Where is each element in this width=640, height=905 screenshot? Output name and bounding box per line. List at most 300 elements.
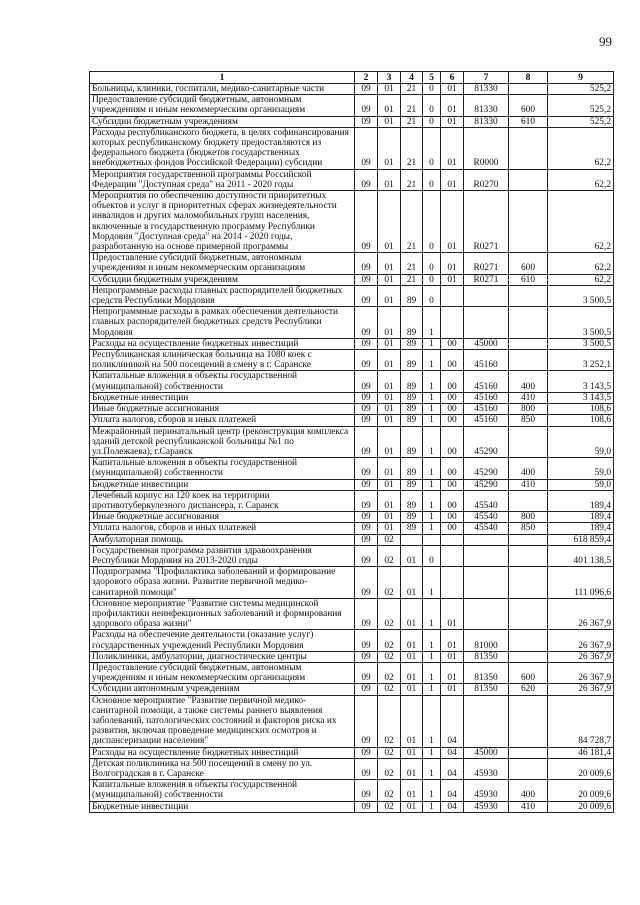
table-row: [90, 567, 614, 599]
table-row: [90, 392, 614, 403]
row-code-direction: 45930: [464, 801, 509, 812]
row-code-program: 01: [401, 684, 423, 695]
row-name: Предоставление субсидий бюджетным, автономным учреждениям и иным некоммерческим организациям: [90, 253, 355, 274]
row-amount: 20 009,6: [548, 801, 614, 812]
row-name: Бюджетные инвестиции: [90, 392, 355, 403]
row-code-activity: 01: [441, 274, 464, 285]
row-amount: 62,2: [548, 191, 614, 253]
row-code-ministry: 09: [355, 534, 378, 545]
table-row: [90, 307, 614, 339]
row-code-program: 89: [401, 523, 423, 534]
row-code-subprogram: 1: [423, 415, 441, 426]
row-amount: 26 367,9: [548, 684, 614, 695]
row-code-expense-type: 600: [509, 95, 548, 116]
row-code-subprogram: 1: [423, 758, 441, 779]
row-code-activity: 01: [441, 662, 464, 683]
row-code-program: 21: [401, 84, 423, 95]
row-code-direction: R0271: [464, 191, 509, 253]
row-code-direction: 81330: [464, 84, 509, 95]
row-code-ministry: 09: [355, 567, 378, 599]
row-code-subprogram: 1: [423, 512, 441, 523]
row-code-expense-type: 600: [509, 662, 548, 683]
row-amount: 3 500,5: [548, 285, 614, 306]
row-code-activity: 00: [441, 523, 464, 534]
row-code-activity: 01: [441, 684, 464, 695]
row-code-direction: 45930: [464, 780, 509, 801]
row-code-program: 89: [401, 338, 423, 349]
row-code-program: 01: [401, 567, 423, 599]
row-code-subprogram: 1: [423, 350, 441, 371]
table-row: [90, 426, 614, 458]
row-code-program: 89: [401, 490, 423, 511]
row-code-section: 02: [378, 662, 401, 683]
row-code-expense-type: 800: [509, 404, 548, 415]
budget-table: [89, 71, 614, 813]
row-code-subprogram: 0: [423, 274, 441, 285]
row-code-direction: [464, 534, 509, 545]
row-code-subprogram: 0: [423, 116, 441, 127]
row-code-activity: 04: [441, 780, 464, 801]
table-row: [90, 350, 614, 371]
row-code-ministry: 09: [355, 780, 378, 801]
row-code-activity: 01: [441, 127, 464, 169]
row-code-ministry: 09: [355, 371, 378, 392]
row-amount: 111 096,6: [548, 567, 614, 599]
row-amount: 62,2: [548, 169, 614, 190]
row-code-subprogram: 1: [423, 490, 441, 511]
row-code-program: 21: [401, 116, 423, 127]
row-name: Основное мероприятие "Развитие первичной медико-санитарной помощи, а также системы раннего выявления заболеваний, патологических состояний и факторов риска их развития, включая проведение медицинских осмотров и диспансеризации населения": [90, 695, 355, 747]
row-code-expense-type: [509, 285, 548, 306]
row-amount: 401 138,5: [548, 545, 614, 566]
row-code-direction: 81330: [464, 116, 509, 127]
row-code-section: 02: [378, 651, 401, 662]
row-code-direction: 81000: [464, 630, 509, 651]
row-amount: 62,2: [548, 274, 614, 285]
row-code-program: 89: [401, 426, 423, 458]
row-code-program: 01: [401, 801, 423, 812]
row-name: Мероприятия государственной программы Российской Федерации "Доступная среда" на 2011 - 2020 годы: [90, 169, 355, 190]
row-code-expense-type: 400: [509, 458, 548, 479]
row-code-subprogram: 1: [423, 780, 441, 801]
row-code-program: 89: [401, 350, 423, 371]
row-code-ministry: 09: [355, 598, 378, 630]
row-name: Основное мероприятие "Развитие системы медицинской профилактики неинфекционных заболеваний и формирования здорового образа жизни": [90, 598, 355, 630]
row-code-activity: 01: [441, 116, 464, 127]
table-row: [90, 338, 614, 349]
table-row: [90, 534, 614, 545]
row-code-activity: 01: [441, 630, 464, 651]
table-row: [90, 662, 614, 683]
row-name: Субсидии бюджетным учреждениям: [90, 116, 355, 127]
row-code-direction: 45160: [464, 415, 509, 426]
row-code-direction: 81330: [464, 95, 509, 116]
row-code-subprogram: 0: [423, 127, 441, 169]
row-code-program: 21: [401, 191, 423, 253]
row-code-section: 01: [378, 95, 401, 116]
row-name: Предоставление субсидий бюджетным, автономным учреждениям и иным некоммерческим организациям: [90, 662, 355, 683]
row-code-activity: [441, 534, 464, 545]
row-code-program: [401, 534, 423, 545]
row-code-ministry: 09: [355, 630, 378, 651]
table-row: [90, 371, 614, 392]
table-row: [90, 695, 614, 747]
row-code-program: 89: [401, 415, 423, 426]
row-code-ministry: 09: [355, 747, 378, 758]
row-code-ministry: 09: [355, 512, 378, 523]
row-amount: 3 252,1: [548, 350, 614, 371]
row-amount: 62,2: [548, 127, 614, 169]
row-code-direction: [464, 598, 509, 630]
row-code-section: 01: [378, 371, 401, 392]
row-amount: 189,4: [548, 512, 614, 523]
table-row: [90, 545, 614, 566]
row-name: Межрайонный перинатальный центр (реконструкция комплекса зданий детской республиканской больницы №1 по ул.Полежаева), г.Саранск: [90, 426, 355, 458]
row-code-expense-type: 850: [509, 415, 548, 426]
table-row: [90, 116, 614, 127]
row-amount: 189,4: [548, 523, 614, 534]
row-code-direction: 45290: [464, 426, 509, 458]
row-code-subprogram: 1: [423, 662, 441, 683]
row-code-expense-type: [509, 747, 548, 758]
row-name: Капитальные вложения в объекты государственной (муниципальной) собственности: [90, 371, 355, 392]
row-code-subprogram: 0: [423, 169, 441, 190]
row-code-expense-type: 410: [509, 801, 548, 812]
row-code-direction: R0270: [464, 169, 509, 190]
row-code-direction: 45540: [464, 490, 509, 511]
row-name: Лечебный корпус на 120 коек на территории противотуберкулезного диспансера, г. Саранск: [90, 490, 355, 511]
row-code-section: 02: [378, 567, 401, 599]
table-row: [90, 285, 614, 306]
row-code-subprogram: 1: [423, 479, 441, 490]
row-code-program: 21: [401, 95, 423, 116]
table-row: [90, 598, 614, 630]
row-amount: 84 728,7: [548, 695, 614, 747]
row-code-direction: 45000: [464, 747, 509, 758]
row-code-ministry: 09: [355, 274, 378, 285]
row-code-direction: [464, 695, 509, 747]
row-code-program: 01: [401, 758, 423, 779]
row-code-subprogram: 1: [423, 307, 441, 339]
row-code-expense-type: [509, 191, 548, 253]
row-code-program: 01: [401, 662, 423, 683]
page-number: 99: [599, 34, 612, 49]
row-code-program: 89: [401, 307, 423, 339]
row-amount: 3 500,5: [548, 338, 614, 349]
column-header: 6: [441, 72, 464, 84]
row-code-ministry: 09: [355, 350, 378, 371]
row-code-direction: 81350: [464, 651, 509, 662]
table-row: [90, 458, 614, 479]
row-code-section: 01: [378, 116, 401, 127]
row-amount: 26 367,9: [548, 651, 614, 662]
row-code-ministry: 09: [355, 758, 378, 779]
row-code-ministry: 09: [355, 523, 378, 534]
row-code-subprogram: 1: [423, 338, 441, 349]
row-code-direction: [464, 545, 509, 566]
row-code-ministry: 09: [355, 307, 378, 339]
row-code-expense-type: 410: [509, 392, 548, 403]
row-code-section: 01: [378, 191, 401, 253]
row-amount: 20 009,6: [548, 758, 614, 779]
row-code-subprogram: 1: [423, 458, 441, 479]
row-code-direction: 45540: [464, 523, 509, 534]
row-name: Республиканская клиническая больница на 1080 коек с поликлиникой на 500 посещений в смену в г. Саранске: [90, 350, 355, 371]
row-code-ministry: 09: [355, 662, 378, 683]
row-code-section: 01: [378, 127, 401, 169]
row-code-subprogram: 1: [423, 801, 441, 812]
row-code-program: 01: [401, 695, 423, 747]
row-code-activity: [441, 567, 464, 599]
row-name: Поликлиники, амбулатории, диагностические центры: [90, 651, 355, 662]
row-code-section: 01: [378, 458, 401, 479]
row-code-expense-type: 400: [509, 371, 548, 392]
row-amount: 59,0: [548, 426, 614, 458]
row-code-direction: 45290: [464, 479, 509, 490]
row-code-section: 02: [378, 695, 401, 747]
row-code-section: 01: [378, 490, 401, 511]
row-code-program: 89: [401, 285, 423, 306]
row-code-activity: 01: [441, 169, 464, 190]
row-code-direction: R0271: [464, 253, 509, 274]
row-code-subprogram: 1: [423, 630, 441, 651]
row-name: Амбулаторная помощь: [90, 534, 355, 545]
row-code-activity: 01: [441, 191, 464, 253]
row-code-program: 01: [401, 598, 423, 630]
table-row: [90, 512, 614, 523]
row-code-expense-type: 800: [509, 512, 548, 523]
row-code-section: 02: [378, 747, 401, 758]
column-header: 3: [378, 72, 401, 84]
row-name: Предоставление субсидий бюджетным, автономным учреждениям и иным некоммерческим организациям: [90, 95, 355, 116]
row-code-expense-type: [509, 695, 548, 747]
row-code-activity: [441, 307, 464, 339]
table-row: [90, 801, 614, 812]
row-code-expense-type: [509, 84, 548, 95]
table-row: [90, 490, 614, 511]
table-row: [90, 479, 614, 490]
row-code-ministry: 09: [355, 426, 378, 458]
row-code-expense-type: [509, 490, 548, 511]
row-code-section: 01: [378, 169, 401, 190]
row-code-subprogram: 0: [423, 545, 441, 566]
row-code-subprogram: 1: [423, 404, 441, 415]
table-row: [90, 274, 614, 285]
row-code-direction: 45160: [464, 404, 509, 415]
row-code-activity: 00: [441, 415, 464, 426]
row-name: Расходы на осуществление бюджетных инвестиций: [90, 338, 355, 349]
row-code-activity: 01: [441, 84, 464, 95]
row-code-program: 89: [401, 479, 423, 490]
row-name: Государственная программа развития здравоохранения Республики Мордовия на 2013-2020 годы: [90, 545, 355, 566]
table-row: [90, 169, 614, 190]
row-code-ministry: 09: [355, 95, 378, 116]
row-name: Капитальные вложения в объекты государственной (муниципальной) собственности: [90, 780, 355, 801]
row-code-activity: 00: [441, 371, 464, 392]
row-amount: 189,4: [548, 490, 614, 511]
row-code-direction: 45540: [464, 512, 509, 523]
row-amount: 20 009,6: [548, 780, 614, 801]
row-code-direction: 45000: [464, 338, 509, 349]
row-code-subprogram: 1: [423, 567, 441, 599]
row-code-subprogram: 1: [423, 598, 441, 630]
row-amount: 59,0: [548, 458, 614, 479]
row-code-expense-type: [509, 534, 548, 545]
row-amount: 62,2: [548, 253, 614, 274]
row-code-ministry: 09: [355, 801, 378, 812]
row-code-activity: 00: [441, 479, 464, 490]
row-code-subprogram: 1: [423, 426, 441, 458]
row-code-ministry: 09: [355, 695, 378, 747]
row-code-section: 02: [378, 801, 401, 812]
row-code-direction: R0271: [464, 274, 509, 285]
row-code-ministry: 09: [355, 415, 378, 426]
row-code-subprogram: 0: [423, 95, 441, 116]
row-code-ministry: 09: [355, 253, 378, 274]
column-header: 9: [548, 72, 614, 84]
row-amount: 3 143,5: [548, 371, 614, 392]
row-code-ministry: 09: [355, 479, 378, 490]
row-code-expense-type: [509, 307, 548, 339]
row-code-expense-type: [509, 127, 548, 169]
row-code-section: 01: [378, 479, 401, 490]
row-code-activity: 00: [441, 350, 464, 371]
row-code-ministry: 09: [355, 191, 378, 253]
table-row: [90, 404, 614, 415]
row-code-subprogram: 1: [423, 392, 441, 403]
row-code-direction: R0000: [464, 127, 509, 169]
row-code-section: 01: [378, 415, 401, 426]
row-code-section: 01: [378, 338, 401, 349]
row-name: Капитальные вложения в объекты государственной (муниципальной) собственности: [90, 458, 355, 479]
row-name: Мероприятия по обеспечению доступности приоритетных объектов и услуг в приоритетных сферах жизнедеятельности инвалидов и других маломобильных групп населения, включенные в государственную программу Республики Мордовия "Доступная среда" на 2014 - 2020 годы, разработанную на основе примерной программы: [90, 191, 355, 253]
table-row: [90, 95, 614, 116]
table-row: [90, 630, 614, 651]
table-row: [90, 523, 614, 534]
row-code-direction: 45160: [464, 371, 509, 392]
column-header: 4: [401, 72, 423, 84]
row-code-activity: 00: [441, 338, 464, 349]
row-code-expense-type: [509, 545, 548, 566]
row-code-program: 01: [401, 545, 423, 566]
row-code-section: 02: [378, 598, 401, 630]
row-code-section: 02: [378, 534, 401, 545]
row-code-direction: [464, 567, 509, 599]
row-code-subprogram: 0: [423, 285, 441, 306]
row-code-direction: 45160: [464, 392, 509, 403]
column-header: 7: [464, 72, 509, 84]
row-code-ministry: 09: [355, 490, 378, 511]
row-code-activity: 01: [441, 253, 464, 274]
row-code-program: 01: [401, 780, 423, 801]
column-header: 2: [355, 72, 378, 84]
row-code-activity: [441, 545, 464, 566]
row-code-section: 01: [378, 285, 401, 306]
row-code-expense-type: [509, 567, 548, 599]
row-name: Бюджетные инвестиции: [90, 479, 355, 490]
row-code-subprogram: 0: [423, 253, 441, 274]
row-name: Подпрограмма "Профилактика заболеваний и формирование здорового образа жизни. Развитие первичной медико-санитарной помощи": [90, 567, 355, 599]
row-code-expense-type: 610: [509, 116, 548, 127]
row-name: Детская поликлиника на 500 посещений в смену по ул. Волгоградская в г. Саранске: [90, 758, 355, 779]
row-code-program: 89: [401, 404, 423, 415]
row-code-program: 21: [401, 274, 423, 285]
row-amount: 618 859,4: [548, 534, 614, 545]
row-code-direction: 45290: [464, 458, 509, 479]
row-code-section: 02: [378, 545, 401, 566]
row-code-activity: 00: [441, 392, 464, 403]
row-code-ministry: 09: [355, 116, 378, 127]
row-code-section: 01: [378, 307, 401, 339]
row-amount: 525,2: [548, 84, 614, 95]
row-code-activity: 04: [441, 758, 464, 779]
row-code-subprogram: 1: [423, 371, 441, 392]
row-code-expense-type: [509, 758, 548, 779]
row-code-program: 89: [401, 371, 423, 392]
row-name: Уплата налогов, сборов и иных платежей: [90, 415, 355, 426]
row-code-section: 01: [378, 253, 401, 274]
row-code-activity: 04: [441, 747, 464, 758]
row-code-activity: 04: [441, 801, 464, 812]
row-code-direction: 81350: [464, 662, 509, 683]
row-code-direction: [464, 285, 509, 306]
row-code-program: 01: [401, 630, 423, 651]
row-code-subprogram: 1: [423, 523, 441, 534]
row-code-section: 02: [378, 758, 401, 779]
row-code-program: 01: [401, 651, 423, 662]
row-amount: 26 367,9: [548, 630, 614, 651]
row-amount: 3 143,5: [548, 392, 614, 403]
table-row: [90, 253, 614, 274]
row-code-ministry: 09: [355, 545, 378, 566]
row-amount: 3 500,5: [548, 307, 614, 339]
row-code-program: 01: [401, 747, 423, 758]
row-code-direction: 81350: [464, 684, 509, 695]
row-code-ministry: 09: [355, 684, 378, 695]
row-code-section: 01: [378, 426, 401, 458]
row-code-expense-type: 600: [509, 253, 548, 274]
row-code-activity: 00: [441, 404, 464, 415]
row-code-program: 89: [401, 392, 423, 403]
row-code-expense-type: [509, 630, 548, 651]
row-code-activity: 01: [441, 598, 464, 630]
row-code-program: 89: [401, 458, 423, 479]
table-row: [90, 191, 614, 253]
row-code-direction: 45930: [464, 758, 509, 779]
column-header: 8: [509, 72, 548, 84]
row-code-expense-type: [509, 350, 548, 371]
row-code-expense-type: 610: [509, 274, 548, 285]
row-name: Уплата налогов, сборов и иных платежей: [90, 523, 355, 534]
row-name: Расходы на осуществление бюджетных инвестиций: [90, 747, 355, 758]
table-body: [90, 84, 614, 813]
row-code-subprogram: 1: [423, 747, 441, 758]
table-row: [90, 127, 614, 169]
row-name: Субсидии бюджетным учреждениям: [90, 274, 355, 285]
row-code-ministry: 09: [355, 651, 378, 662]
row-code-activity: 00: [441, 490, 464, 511]
table-row: [90, 651, 614, 662]
row-code-section: 02: [378, 684, 401, 695]
row-code-activity: [441, 285, 464, 306]
row-name: Бюджетные инвестиции: [90, 801, 355, 812]
row-code-ministry: 09: [355, 169, 378, 190]
row-name: Расходы республиканского бюджета, в целях софинансирования которых республиканскому бюджету предоставляются из федерального бюджета (бюджетов государственных внебюджетных фондов Российской Федерации) субсидии: [90, 127, 355, 169]
row-code-section: 01: [378, 84, 401, 95]
row-name: Иные бюджетные ассигнования: [90, 404, 355, 415]
row-code-subprogram: [423, 534, 441, 545]
row-code-activity: 00: [441, 426, 464, 458]
